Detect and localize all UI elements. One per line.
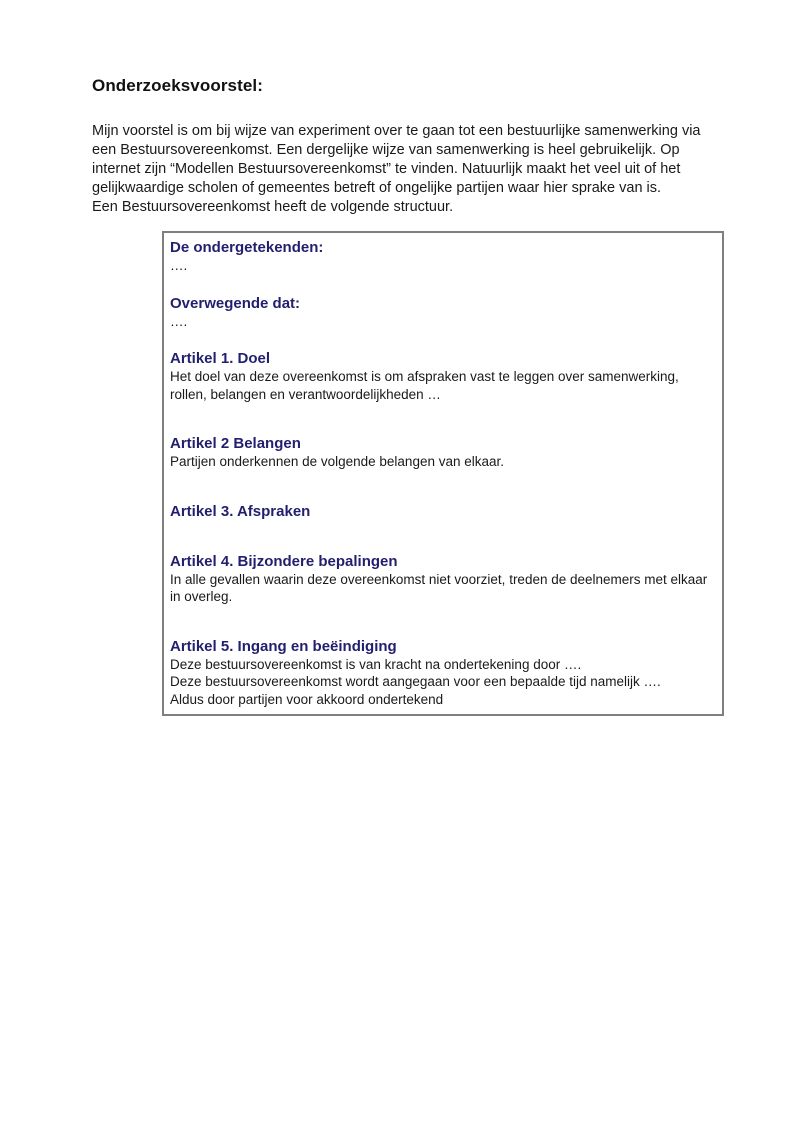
section-heading: Overwegende dat: (170, 294, 301, 312)
section-heading: Artikel 2 Belangen (170, 435, 301, 452)
section-artikel-3 (170, 502, 716, 521)
intro-closing-line: Een Bestuursovereenkomst heeft de volgende structuur. (92, 199, 454, 215)
section-line: …. (170, 313, 188, 329)
intro-paragraph: Mijn voorstel is om bij wijze van experiment over te gaan tot een bestuurlijke samenwerking via een Bestuursovereenkomst. Een dergelijke wijze van samenwerking is heel gebruikelijk. Op internet zijn “Modellen Bestuursovereenkomst” te vinden. Natuurlijk maakt het veel uit of het gelijkwaardige scholen of gemeentes betreft of ongelijke partijen waar hier sprake van is. (92, 123, 701, 196)
section-line: Het doel van deze overeenkomst is om afspraken vast te leggen over samenwerking, rollen, belangen en verantwoordelijkheden … (170, 369, 679, 402)
section-ondergetekenden (170, 238, 716, 275)
section-artikel-1 (170, 349, 716, 403)
section-heading: De ondergetekenden: (170, 239, 324, 256)
section-artikel-5 (170, 637, 716, 709)
section-heading: Artikel 5. Ingang en beëindiging (170, 637, 397, 655)
section-artikel-2 (170, 434, 716, 471)
section-heading: Artikel 1. Doel (170, 350, 271, 367)
section-line: Deze bestuursovereenkomst is van kracht na ondertekening door …. (170, 656, 582, 672)
section-line: Aldus door partijen voor akkoord ondertekend (170, 691, 444, 707)
section-line: Partijen onderkennen de volgende belangen van elkaar. (170, 454, 505, 469)
section-overwegende (170, 294, 716, 331)
section-heading: Artikel 4. Bijzondere bepalingen (170, 552, 398, 570)
section-line: In alle gevallen waarin deze overeenkomst niet voorziet, treden de deelnemers met elkaar in overleg. (170, 571, 708, 604)
section-line: …. (170, 258, 188, 273)
structure-box (162, 231, 724, 716)
intro-section (92, 122, 722, 217)
section-line: Deze bestuursovereenkomst wordt aangegaan voor een bepaalde tijd namelijk …. (170, 674, 661, 689)
document-title: Onderzoeksvoorstel: (92, 76, 264, 95)
document-page (92, 76, 722, 716)
section-artikel-4 (170, 552, 716, 606)
section-heading: Artikel 3. Afspraken (170, 502, 311, 520)
